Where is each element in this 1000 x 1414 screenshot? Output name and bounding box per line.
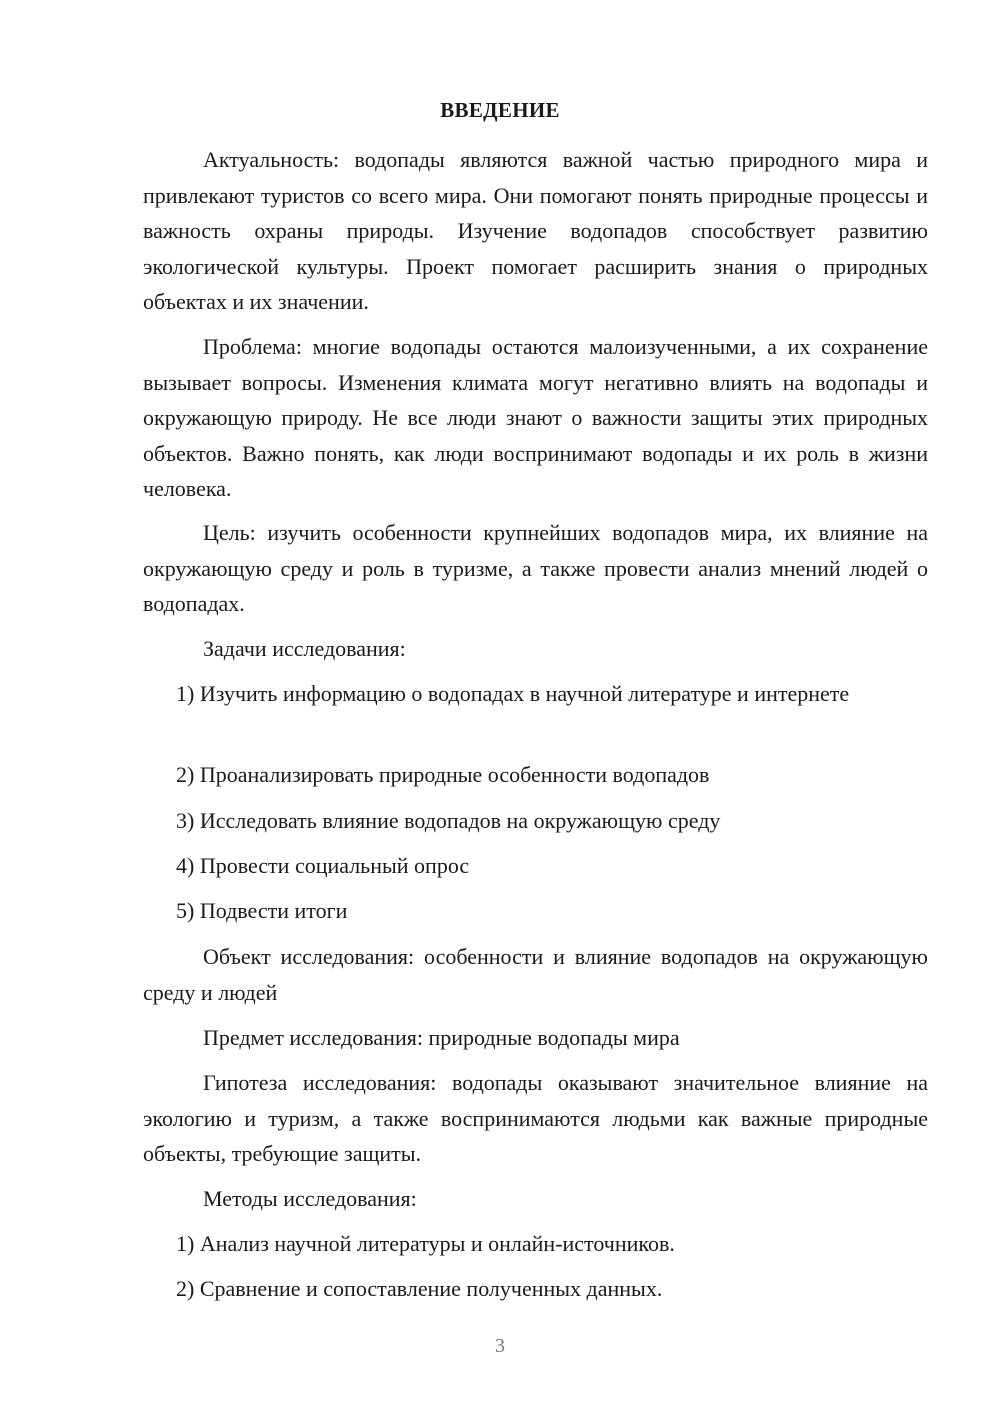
hypothesis-paragraph: Гипотеза исследования: водопады оказывают значительное влияние на экологию и туризм, а также воспринимаются людьми как важные природные объекты, требующие защиты.: [143, 1070, 928, 1166]
method-item-2: 2) Сравнение и сопоставление полученных данных.: [176, 1276, 663, 1301]
subject-paragraph: Предмет исследования: природные водопады мира: [203, 1025, 680, 1050]
methods-heading: Методы исследования:: [203, 1186, 417, 1211]
task-item-1: 1) Изучить информацию о водопадах в научной литературе и интернете: [176, 681, 850, 706]
object-paragraph: Объект исследования: особенности и влияние водопадов на окружающую среду и людей: [143, 944, 928, 1005]
page-number: 3: [495, 1335, 505, 1357]
section-title: ВВЕДЕНИЕ: [440, 98, 560, 122]
relevance-paragraph: Актуальность: водопады являются важной частью природного мира и привлекают туристов со всего мира. Они помогают понять природные процессы и важность охраны природы. Изучение водопадов способствует развитию экологической культуры. Проект помогает расширить знания о природных объектах и их значении.: [143, 147, 928, 314]
method-item-1: 1) Анализ научной литературы и онлайн-источников.: [176, 1231, 675, 1256]
task-item-4: 4) Провести социальный опрос: [176, 853, 470, 878]
problem-paragraph: Проблема: многие водопады остаются малоизученными, а их сохранение вызывает вопросы. Изменения климата могут негативно влиять на водопады и окружающую природу. Не все люди знают о важности защиты этих природных объектов. Важно понять, как люди воспринимают водопады и их роль в жизни человека.: [143, 334, 928, 501]
goal-paragraph: Цель: изучить особенности крупнейших водопадов мира, их влияние на окружающую среду и роль в туризме, а также провести анализ мнений людей о водопадах.: [143, 520, 928, 616]
tasks-heading: Задачи исследования:: [203, 636, 406, 661]
task-item-3: 3) Исследовать влияние водопадов на окружающую среду: [176, 808, 721, 833]
task-item-5: 5) Подвести итоги: [176, 898, 348, 923]
task-item-2: 2) Проанализировать природные особенности водопадов: [176, 762, 710, 787]
